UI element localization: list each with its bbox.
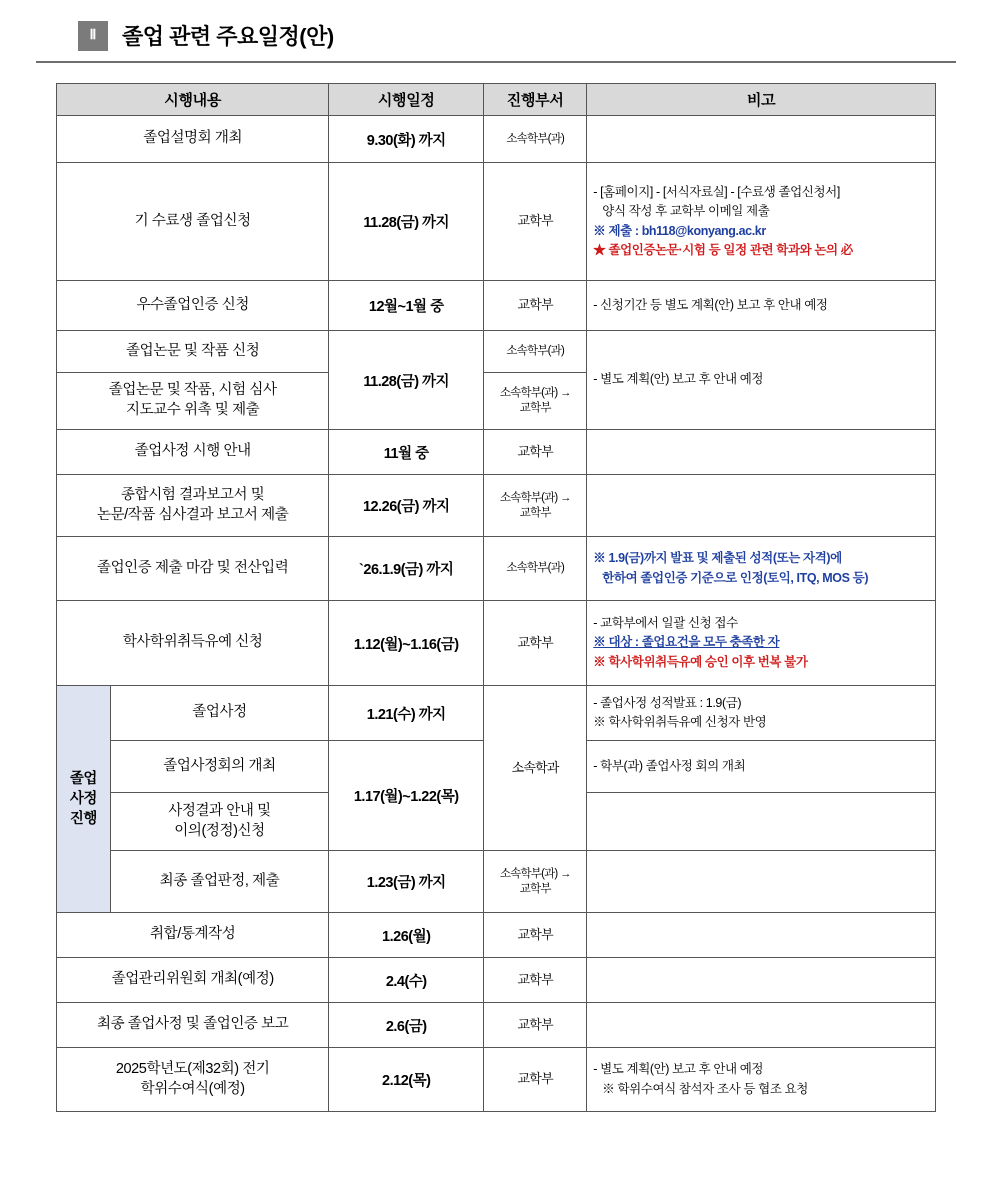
row-dept-line: 교학부 — [519, 402, 551, 414]
table-row — [57, 537, 936, 601]
table-row — [57, 958, 936, 1003]
table-row — [57, 851, 936, 913]
note-line: - 교학부에서 일괄 신청 접수 — [593, 615, 738, 630]
row-dept: 교학부 — [484, 913, 587, 958]
section-number-badge: Ⅱ — [78, 21, 108, 51]
row-content-line: 학위수여식(예정) — [140, 1080, 245, 1097]
table-row — [57, 913, 936, 958]
table-row — [57, 1003, 936, 1048]
note-line: ※ 1.9(금)까지 발표 및 제출된 성적(또는 자격)에 — [593, 551, 842, 566]
row-date: 2.6(금) — [329, 1003, 484, 1048]
row-note — [587, 116, 936, 163]
row-date: 1.26(월) — [329, 913, 484, 958]
row-dept: 교학부 — [484, 958, 587, 1003]
row-date: 2.4(수) — [329, 958, 484, 1003]
row-note — [587, 430, 936, 475]
row-dept — [484, 851, 587, 913]
row-content: 졸업설명회 개최 — [57, 116, 329, 163]
row-date: 11.28(금) 까지 — [329, 331, 484, 430]
row-note — [587, 1048, 936, 1112]
table-header-row — [57, 84, 936, 116]
table-row — [57, 163, 936, 281]
row-content-line: 2025학년도(제32회) 전기 — [115, 1060, 270, 1077]
row-content — [57, 373, 329, 430]
row-date: 12월~1월 중 — [329, 281, 484, 331]
row-note — [587, 741, 936, 793]
row-note — [587, 851, 936, 913]
row-content — [57, 1048, 329, 1112]
row-content: 기 수료생 졸업신청 — [57, 163, 329, 281]
row-dept: 교학부 — [484, 1048, 587, 1112]
table-row — [57, 430, 936, 475]
row-note — [587, 686, 936, 741]
note-line: ※ 학사학위취득유예 신청자 반영 — [593, 715, 767, 729]
row-content-line: 졸업논문 및 작품, 시험 심사 — [108, 382, 277, 399]
table-row — [57, 1048, 936, 1112]
row-content-line: 종합시험 결과보고서 및 — [121, 486, 265, 503]
document-header — [36, 14, 956, 63]
note-line-email: ※ 제출 : bh118@konyang.ac.kr — [593, 223, 766, 238]
row-dept: 소속학부(과) — [484, 331, 587, 373]
row-content: 졸업논문 및 작품 신청 — [57, 331, 329, 373]
row-date: 1.12(월)~1.16(금) — [329, 601, 484, 686]
note-line: - 별도 계획(안) 보고 후 안내 예정 — [593, 372, 764, 387]
row-date: `26.1.9(금) 까지 — [329, 537, 484, 601]
row-date: 1.17(월)~1.22(목) — [329, 741, 484, 851]
note-line: - 졸업사정 성적발표 : 1.9(금) — [593, 695, 742, 710]
table-row — [57, 601, 936, 686]
note-line: - 학부(과) 졸업사정 회의 개최 — [593, 758, 746, 773]
row-content: 최종 졸업사정 및 졸업인증 보고 — [57, 1003, 329, 1048]
note-line: 한하여 졸업인증 기준으로 인정(토익, ITQ, MOS 등) — [602, 570, 869, 585]
side-group-line: 사정 — [69, 790, 97, 807]
row-content — [110, 793, 329, 851]
row-date: 2.12(목) — [329, 1048, 484, 1112]
row-date: 11.28(금) 까지 — [329, 163, 484, 281]
row-dept: 소속학과 — [484, 686, 587, 851]
row-dept: 교학부 — [484, 163, 587, 281]
table-row — [57, 281, 936, 331]
note-line: - 신청기간 등 별도 계획(안) 보고 후 안내 예정 — [593, 297, 828, 312]
row-dept-line: 소속학부(과) → — [499, 387, 571, 400]
row-date: 1.21(수) 까지 — [329, 686, 484, 741]
row-content: 졸업사정회의 개최 — [110, 741, 329, 793]
row-content — [57, 475, 329, 537]
side-group-line: 졸업 — [69, 770, 97, 787]
row-dept-line: 교학부 — [519, 882, 551, 895]
table-row — [57, 475, 936, 537]
note-line: - [홈페이지] - [서식자료실] - [수료생 졸업신청서] — [593, 184, 840, 199]
row-dept: 소속학부(과) — [484, 116, 587, 163]
row-content: 졸업인증 제출 마감 및 전산입력 — [57, 537, 329, 601]
row-dept-line: 소속학부(과) → — [499, 867, 571, 880]
row-content: 졸업사정 시행 안내 — [57, 430, 329, 475]
table-row — [57, 116, 936, 163]
graduation-schedule-table — [56, 83, 936, 1112]
row-note — [587, 475, 936, 537]
row-content-line: 이의(정정)신청 — [174, 822, 265, 839]
column-header-dept: 진행부서 — [484, 84, 587, 116]
table-row — [57, 331, 936, 373]
note-line: - 별도 계획(안) 보고 후 안내 예정 — [593, 1062, 764, 1077]
page-title: 졸업 관련 주요일정(안) — [122, 24, 334, 49]
note-line: 양식 작성 후 교학부 이메일 제출 — [602, 204, 770, 219]
row-dept — [484, 475, 587, 537]
note-line: ※ 학사학위취득유예 승인 이후 번복 불가 — [593, 654, 808, 669]
row-dept: 소속학부(과) — [484, 537, 587, 601]
row-note — [587, 601, 936, 686]
row-note — [587, 793, 936, 851]
row-date: 9.30(화) 까지 — [329, 116, 484, 163]
row-dept-line: 교학부 — [519, 506, 551, 519]
row-date: 11월 중 — [329, 430, 484, 475]
row-note — [587, 281, 936, 331]
row-content-line: 사정결과 안내 및 — [168, 802, 271, 819]
column-header-note: 비고 — [587, 84, 936, 116]
row-content-line: 지도교수 위촉 및 제출 — [126, 402, 260, 418]
side-group-line: 진행 — [69, 811, 97, 828]
row-content: 졸업사정 — [110, 686, 329, 741]
table-row — [57, 686, 936, 741]
row-content: 우수졸업인증 신청 — [57, 281, 329, 331]
note-line-warning: ★ 졸업인증논문·시험 등 일정 관련 학과와 논의 必 — [593, 242, 853, 257]
side-group-label — [57, 686, 111, 913]
row-note — [587, 537, 936, 601]
column-header-content: 시행내용 — [57, 84, 329, 116]
row-note — [587, 958, 936, 1003]
row-dept: 교학부 — [484, 281, 587, 331]
row-dept: 교학부 — [484, 430, 587, 475]
row-dept-line: 소속학부(과) → — [499, 491, 571, 504]
column-header-date: 시행일정 — [329, 84, 484, 116]
row-note — [587, 1003, 936, 1048]
row-date: 1.23(금) 까지 — [329, 851, 484, 913]
row-dept: 교학부 — [484, 1003, 587, 1048]
row-content: 졸업관리위원회 개최(예정) — [57, 958, 329, 1003]
note-line: ※ 대상 : 졸업요건을 모두 충족한 자 — [593, 635, 780, 650]
row-content: 학사학위취득유예 신청 — [57, 601, 329, 686]
row-note — [587, 163, 936, 281]
row-dept: 교학부 — [484, 601, 587, 686]
row-dept — [484, 373, 587, 430]
row-note — [587, 913, 936, 958]
row-date: 12.26(금) 까지 — [329, 475, 484, 537]
row-content-line: 논문/작품 심사결과 보고서 제출 — [96, 506, 289, 523]
row-note — [587, 331, 936, 430]
row-content: 최종 졸업판정, 제출 — [110, 851, 329, 913]
row-content: 취합/통계작성 — [57, 913, 329, 958]
note-line: ※ 학위수여식 참석자 조사 등 협조 요청 — [602, 1081, 808, 1096]
